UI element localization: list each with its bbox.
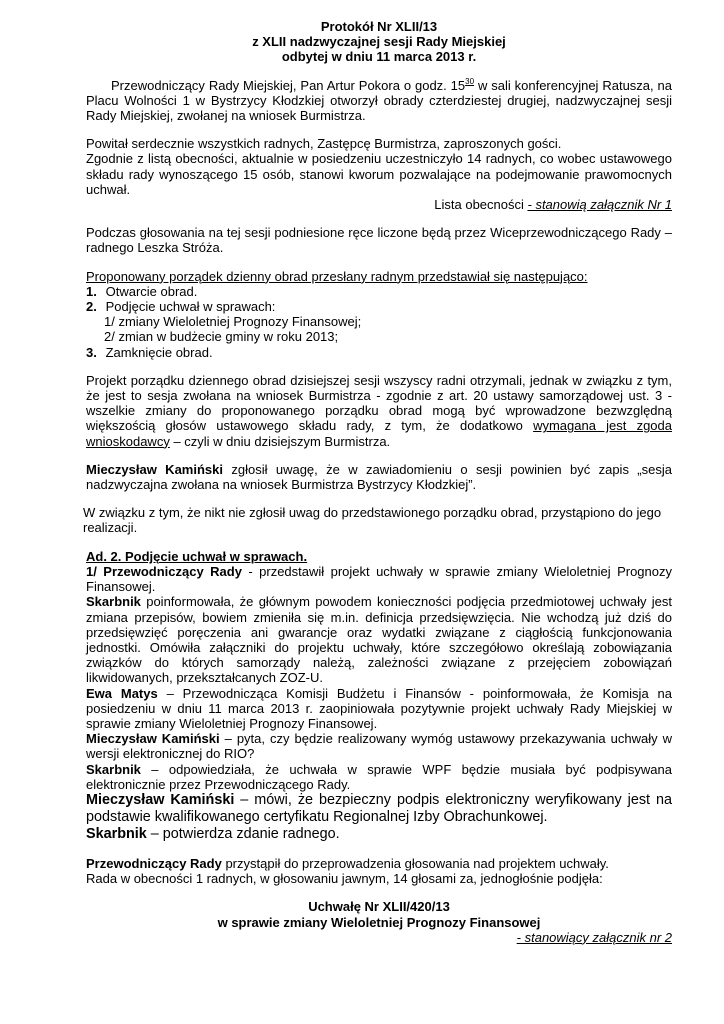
attendance-line bbox=[86, 197, 672, 212]
intro-text-2: w sali konferencyjnej Ratusza, na Placu Wolności 1 w Bystrzycy Kłodzkiej otworzył obrady czterdziestej drugiej, nadzwyczajnej sesji Rady Miejskiej, zwołanej na wniosek Burmistrza. bbox=[86, 77, 672, 124]
statement-text: – mówi, że bezpieczny podpis elektroniczny weryfikowany jest na podstawie kwalifikowanego certyfikatu Regionalnej Izby Obrachunkowej. bbox=[86, 791, 672, 825]
ad2-paragraph bbox=[86, 792, 672, 826]
intro-paragraph bbox=[86, 78, 672, 124]
ad2-paragraph bbox=[86, 686, 672, 732]
agenda-item bbox=[86, 299, 672, 345]
quorum-paragraph: Zgodnie z listą obecności, aktualnie w posiedzeniu uczestniczyło 14 radnych, co wobec ustawowego składu rady wynoszącego 15 osób, stanowi kworum pozwalające na podejmowanie prawomocnych uchwał. bbox=[86, 151, 672, 197]
greeting-paragraph: Powitał serdecznie wszystkich radnych, Zastępcę Burmistrza, zaproszonych gości. bbox=[86, 136, 562, 152]
ad2-heading: Ad. 2. Podjęcie uchwał w sprawach. bbox=[86, 548, 308, 564]
remark-text: zgłosił uwagę, że w zawiadomieniu o sesji powinien być zapis „sesja nadzwyczajna zwołana na wniosek Burmistrza Bystrzycy Kłodzkiej”. bbox=[86, 461, 672, 493]
agenda-item-text: Otwarcie obrad. bbox=[102, 283, 198, 299]
attendance-attachment-note: - stanowią załącznik Nr 1 bbox=[527, 197, 672, 213]
protocol-header bbox=[86, 19, 672, 65]
speaker-name: Ewa Matys bbox=[86, 685, 158, 701]
agenda-accepted-paragraph: W związku z tym, że nikt nie zgłosił uwag do przedstawionego porządku obrad, przystąpiono do jego realizacji. bbox=[83, 505, 662, 536]
agenda-heading: Proponowany porządek dzienny obrad przesłany radnym przedstawiał się następująco: bbox=[86, 268, 588, 284]
speaker-name: 1/ Przewodniczący Rady bbox=[86, 563, 242, 579]
voting-counter-paragraph: Podczas głosowania na tej sesji podniesione ręce liczone będą przez Wiceprzewodniczącego Rady – radnego Leszka Stróża. bbox=[86, 225, 672, 256]
ad2-paragraph bbox=[86, 731, 672, 761]
remark-speaker: Mieczysław Kamiński bbox=[86, 461, 223, 477]
attendance-label: Lista obecności bbox=[434, 197, 528, 213]
ad2-paragraph bbox=[86, 762, 672, 792]
vote-speaker: Przewodniczący Rady bbox=[86, 855, 222, 871]
project-note-tail: – czyli w dniu dzisiejszym Burmistrza. bbox=[169, 433, 391, 449]
session-name: z XLII nadzwyczajnej sesji Rady Miejskiej bbox=[252, 34, 506, 50]
statement-text: – potwierdza zdanie radnego. bbox=[146, 825, 340, 842]
document-page bbox=[83, 19, 672, 945]
agenda-subitem: 1/ zmiany Wieloletniej Prognozy Finansowej; bbox=[104, 314, 362, 330]
statement-text: – odpowiedziała, że uchwała w sprawie WPF będzie musiała być podpisywana elektronicznie przez Przewodniczącego Rady. bbox=[86, 761, 672, 792]
session-date: odbytej w dniu 11 marca 2013 r. bbox=[281, 49, 477, 65]
agenda-item-number: 1. bbox=[86, 283, 97, 299]
protocol-title: Protokół Nr XLII/13 bbox=[320, 19, 438, 34]
project-note-text: Projekt porządku dziennego obrad dzisiejszej sesji wszyscy radni otrzymali, jednak w związku z tym, że jest to sesja zwołana na wniosek Burmistrza - zgodnie z art. 20 ustawy samorządowej ust. 3 - wszelkie zmiany do proponowanego porządku obrad mogą być wprowadzone bezwzględną większością głosów ustawowego składu rady, z tym, że dodatkowo bbox=[86, 372, 672, 434]
vote-paragraph bbox=[86, 856, 672, 871]
resolution-attachment-line bbox=[86, 930, 672, 945]
agenda-item-text: Podjęcie uchwał w sprawach: bbox=[102, 299, 276, 315]
speaker-name: Skarbnik bbox=[86, 594, 141, 610]
agenda-item bbox=[86, 284, 672, 299]
agenda-item-text: Zamknięcie obrad. bbox=[102, 344, 213, 360]
agenda-item-number: 3. bbox=[86, 344, 97, 360]
speaker-name: Skarbnik bbox=[86, 825, 147, 842]
agenda-item-number: 2. bbox=[86, 299, 97, 315]
intro-time-minutes: 30 bbox=[465, 76, 475, 86]
agenda-subitem: 2/ zmian w budżecie gminy w roku 2013; bbox=[104, 329, 339, 345]
ad2-paragraph bbox=[86, 826, 672, 843]
resolution-title: Uchwałę Nr XLII/420/13 bbox=[308, 899, 450, 915]
remark-paragraph bbox=[86, 462, 672, 492]
statement-text: – pyta, czy będzie realizowany wymóg ustawowy przekazywania uchwały w wersji elektronicznej do RIO? bbox=[86, 731, 672, 762]
project-note-paragraph bbox=[86, 373, 672, 449]
project-note-underlined: wymagana jest zgoda wnioskodawcy bbox=[86, 418, 672, 449]
statement-text: – Przewodnicząca Komisji Budżetu i Finansów - poinformowała, że Komisja na posiedzeniu w dniu 11 marca 2013 r. zaopiniowała pozytywnie projekt uchwały Rady Miejskiej w sprawie zmiany Wieloletniej Prognozy Finansowej. bbox=[86, 685, 672, 731]
statement-text: - przedstawił projekt uchwały w sprawie zmiany Wieloletniej Prognozy Finansowej. bbox=[86, 563, 672, 595]
statement-text: poinformowała, że głównym powodem konieczności podjęcia przedmiotowej uchwały jest zmiana przepisów, bowiem zmieniła się m.in. definicja przedsięwzięcia. Nie wchodzą już dziś do przedsięwzięć poręczenia ani gwarancje oraz wydatki związane z ciągłością funkcjonowania jednostki. Omówiła załączniki do projektu uchwały, które szczegółowo określają zobowiązania związków do których samorządy należą, zależności związane z przejęciem zobowiązań likwidowanych, przekształcanych ZOZ-U. bbox=[86, 594, 672, 686]
vote-text: przystąpił do przeprowadzenia głosowania nad projektem uchwały. bbox=[221, 855, 609, 871]
ad2-paragraph bbox=[86, 564, 672, 594]
speaker-name: Mieczysław Kamiński bbox=[86, 791, 235, 808]
speaker-name: Skarbnik bbox=[86, 761, 141, 777]
vote-result: Rada w obecności 1 radnych, w głosowaniu jawnym, 14 głosami za, jednogłośnie podjęła: bbox=[86, 871, 603, 887]
agenda-item bbox=[86, 345, 672, 360]
resolution-attachment-note: - stanowiący załącznik nr 2 bbox=[516, 929, 672, 945]
intro-text-1: Przewodniczący Rady Miejskiej, Pan Artur Pokora o godz. 15 bbox=[111, 77, 466, 93]
agenda-list bbox=[86, 284, 672, 360]
speaker-name: Mieczysław Kamiński bbox=[86, 731, 220, 747]
resolution-subject: w sprawie zmiany Wieloletniej Prognozy Finansowej bbox=[217, 914, 541, 930]
ad2-paragraph bbox=[86, 594, 672, 685]
